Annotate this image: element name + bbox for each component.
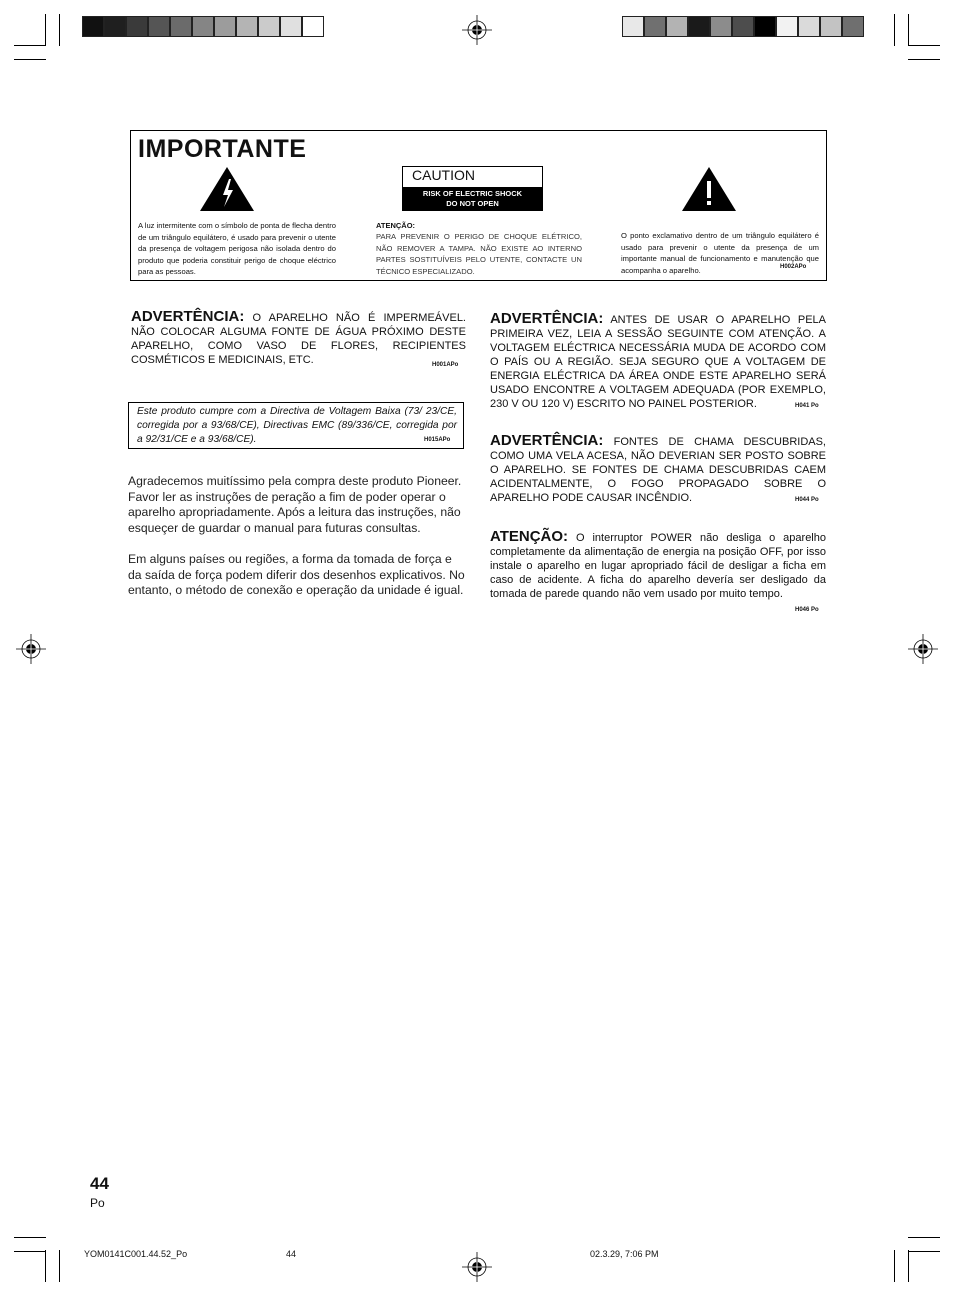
crop-mark	[14, 1237, 46, 1238]
crop-mark	[908, 1251, 940, 1252]
color-swatch	[148, 16, 170, 37]
code-h002: H002APo	[780, 264, 807, 270]
language-code: Po	[90, 1196, 105, 1210]
slug-page: 44	[286, 1249, 297, 1259]
crop-mark	[908, 1237, 940, 1238]
color-swatch	[214, 16, 236, 37]
caution-title: CAUTION	[412, 167, 475, 183]
atencao-power-text: O interruptor POWER não desliga o aparelho completamente da alimentação de energia na posição OFF, por isso instale o aparelho en lugar apropriado fácil de desligar a ficha em caso de acidente. A ficha do aparelho devería ser desligado da tomada de parede quando não vem usado por muito tempo.	[490, 532, 826, 600]
color-swatch	[842, 16, 864, 37]
atencao-power	[490, 530, 826, 601]
atencao-label: ATENÇÃO:	[376, 221, 416, 230]
warning-voltage-heading: ADVERTÊNCIA:	[490, 310, 604, 327]
color-swatch	[236, 16, 258, 37]
color-swatch	[776, 16, 798, 37]
color-swatch	[82, 16, 104, 37]
atencao-power-heading: ATENÇÃO:	[490, 528, 569, 545]
crop-mark	[908, 1250, 909, 1282]
caution-line-2: DO NOT OPEN	[446, 199, 499, 208]
color-swatch	[820, 16, 842, 37]
color-swatch	[732, 16, 754, 37]
registration-mark-icon	[462, 1252, 492, 1282]
color-swatch	[666, 16, 688, 37]
lightning-warning-icon	[198, 165, 256, 213]
warning-voltage-text: ANTES DE USAR O APARELHO PELA PRIMEIRA VEZ, LEIA A SESSÃO SEGUINTE COM ATENÇÃO. A VOLTAGEM ELÉCTRICA NECESSÁRIA MUDA DE ACORDO COM O PAÍS OU A REGIÃO. SEJA SEGURO QUE A VOLTAGEM DE ENERGIA ELÉCTRICA DA ÁREA ONDE ESTE APARELHO SERÁ USADO ENCONTRE A VOLTAGEM ADEQUADA (POR EXEMPLO, 230 V OU 120 V) ESCRITO NO PAINEL POSTERIOR.	[490, 314, 827, 410]
exclamation-symbol-text: O ponto exclamativo dentro de um triângulo equilátero é usado para prevenir o utente da presença de um importante manual de funcionamento e manutenção que acompanha o aparelho.	[621, 231, 819, 275]
color-swatch	[280, 16, 302, 37]
crop-mark	[59, 1250, 60, 1282]
color-swatch	[302, 16, 324, 37]
crop-mark	[908, 14, 909, 46]
crop-mark	[894, 14, 895, 46]
code-h041: H041 Po	[795, 403, 819, 409]
color-swatch	[622, 16, 644, 37]
caution-warning-block	[402, 187, 543, 211]
color-swatch	[126, 16, 148, 37]
crop-mark	[908, 45, 940, 46]
color-swatch	[688, 16, 710, 37]
crop-mark	[14, 59, 46, 60]
color-swatch	[710, 16, 732, 37]
atencao-text: PARA PREVENIR O PERIGO DE CHOQUE ELÉTRICO, NÃO REMOVER A TAMPA. NÃO EXISTE AO INTERNO PARTES SOSTITUÍVEIS PELO UTENTE, CONTACTE UN TÉCNICO ESPECIALIZADO.	[376, 232, 582, 276]
warning-flame	[490, 434, 826, 505]
code-h046: H046 Po	[795, 607, 819, 613]
color-bar-right	[622, 16, 864, 37]
code-h044: H044 Po	[795, 497, 819, 503]
slug-filename: YOM0141C001.44.52_Po	[84, 1249, 188, 1259]
intro-paragraph: Agradecemos muitíssimo pela compra deste produto Pioneer. Favor ler as instruções de peração a fim de poder operar o aparelho apropriadamente. Após a leitura das instruções, não esqueçer de guardar o manual para futuras consultas.	[128, 474, 462, 535]
crop-mark	[908, 59, 940, 60]
warning-voltage	[490, 312, 826, 411]
color-swatch	[192, 16, 214, 37]
slug-timestamp: 02.3.29, 7:06 PM	[590, 1249, 659, 1259]
registration-mark-icon	[908, 634, 938, 664]
warning-water-text: NÃO COLOCAR ALGUMA FONTE DE ÁGUA PRÓXIMO DESTE APARELHO, COMO VASO DE FLORES, RECIPIENTES COSMÉTICOS E MEDICINAIS, ETC.	[131, 326, 466, 366]
warning-water-heading: ADVERTÊNCIA:	[131, 308, 245, 325]
lightning-symbol-text: A luz intermitente com o símbolo de ponta de flecha dentro de um triângulo equilátero, é usado para prevenir o utente da presença de voltagem perigosa não isolada dentro do produto que poderia constituir perigo de choque eléctrico para as pessoas.	[138, 221, 336, 276]
crop-mark	[59, 14, 60, 46]
registration-mark-icon	[16, 634, 46, 664]
crop-mark	[45, 14, 46, 46]
warning-flame-heading: ADVERTÊNCIA:	[490, 432, 604, 449]
crop-mark	[14, 45, 46, 46]
importante-title: IMPORTANTE	[138, 135, 307, 163]
warning-water	[131, 310, 466, 367]
directive-text: Este produto cumpre com a Directiva de Voltagem Baixa (73/ 23/CE, corregida por a 93/68/CE), Directivas EMC (89/336/CE, corregida por a 92/31/CE e a 93/68/CE).	[137, 406, 457, 445]
crop-mark	[894, 1250, 895, 1282]
exclamation-warning-icon	[680, 165, 738, 213]
plug-paragraph: Em alguns países ou regiões, a forma da tomada de força e da saída de força podem diferir dos desenhos explicativos. No entanto, o método de conexão e operação da unidade é igual.	[128, 552, 465, 598]
color-swatch	[798, 16, 820, 37]
color-swatch	[170, 16, 192, 37]
color-bar-left	[82, 16, 324, 37]
color-swatch	[644, 16, 666, 37]
warning-flame-text: FONTES DE CHAMA DESCUBRIDAS, COMO UMA VELA ACESA, NÃO DEVERIAN SER POSTO SOBRE O APARELHO. SE FONTES DE CHAMA DESCUBRIDAS CAEM ACIDENTALMENTE, O FOGO PROPAGADO SOBRE O APARELHO PODE CAUSAR INCÊNDIO.	[490, 436, 826, 504]
crop-mark	[14, 1251, 46, 1252]
code-h001: H001APo	[432, 362, 459, 368]
color-swatch	[258, 16, 280, 37]
registration-mark-icon	[462, 15, 492, 45]
code-h015: H015APo	[424, 437, 451, 443]
page-number: 44	[90, 1174, 109, 1193]
warning-water-lead: O APARELHO NÃO É IMPERMEÁVEL.	[252, 312, 466, 324]
color-swatch	[754, 16, 776, 37]
crop-mark	[45, 1250, 46, 1282]
caution-line-1: RISK OF ELECTRIC SHOCK	[422, 189, 523, 198]
color-swatch	[104, 16, 126, 37]
